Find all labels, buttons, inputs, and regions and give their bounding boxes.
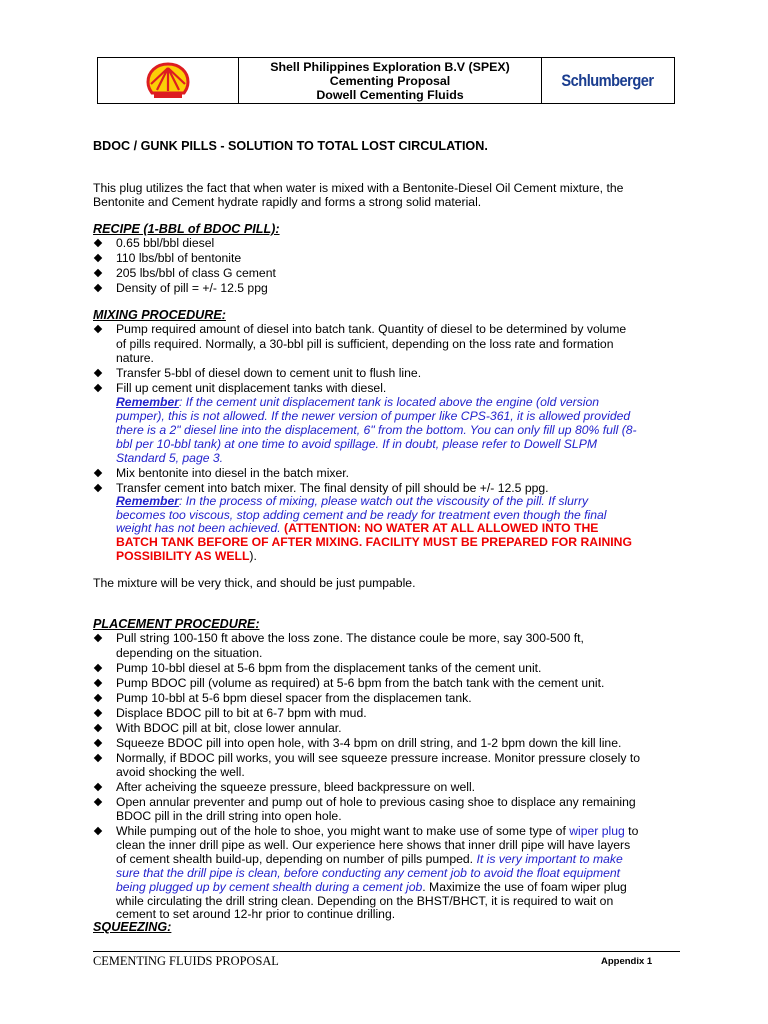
recipe-item: 205 lbs/bbl of class G cement	[116, 266, 276, 280]
document-title: BDOC / GUNK PILLS - SOLUTION TO TOTAL LOST CIRCULATION.	[93, 139, 488, 153]
mixing-heading: MIXING PROCEDURE:	[93, 308, 226, 322]
recipe-heading: RECIPE (1-BBL of BDOC PILL):	[93, 222, 280, 236]
remember-note-1-line-3: there is a 2" diesel line into the displacement, 6" from the bottom. You can only fill up 80% full (8-	[116, 423, 637, 437]
mixture-note: The mixture will be very thick, and should be just pumpable.	[93, 576, 416, 590]
placement-item-11-line-7: cement to set around 12-hr prior to continue drilling.	[116, 907, 396, 921]
placement-item-2: Pump 10-bbl diesel at 5-6 bpm from the displacement tanks of the cement unit.	[116, 661, 542, 675]
bullet-diamond-icon	[94, 724, 102, 732]
logo-cell	[98, 58, 239, 103]
mixing-item-1-line-3: nature.	[116, 351, 154, 365]
schlumberger-logo: Schlumberger	[561, 71, 654, 90]
placement-item-1-line-2: depending on the situation.	[116, 646, 263, 660]
bullet-diamond-icon	[94, 709, 102, 717]
bullet-diamond-icon	[94, 325, 102, 333]
mixing-item-4: Mix bentonite into diesel in the batch mixer.	[116, 466, 350, 480]
placement-item-11-line-3: of cement shealth build-up, depending on number of pills pumped. It is very important to make	[116, 852, 623, 866]
recipe-item: Density of pill = +/- 12.5 ppg	[116, 281, 268, 295]
remember-note-1-line-2: pumper), this is not allowed. If the newer version of pumper like CPS-361, it is allowed provided	[116, 409, 631, 423]
bullet-diamond-icon	[94, 469, 102, 477]
placement-item-11-line-5: being plugged up by cement shealth during a cement job. Maximize the use of foam wiper plug	[116, 880, 627, 894]
remember-note-1-line-5: Standard 5, page 3.	[116, 451, 224, 465]
remember-note-2-line-3: weight has not been achieved. (ATTENTION: NO WATER AT ALL ALLOWED INTO THE	[116, 521, 599, 535]
placement-item-9: After acheiving the squeeze pressure, bleed backpressure on well.	[116, 780, 476, 794]
bullet-diamond-icon	[94, 634, 102, 642]
footer-divider	[93, 951, 680, 952]
placement-item-11-line-6: while circulating the drill string clean. Depending on the BHST/BHCT, it is required to wait on	[116, 894, 614, 908]
mixing-item-5: Transfer cement into batch mixer. The final density of pill should be +/- 12.5 ppg.	[116, 481, 549, 495]
mixing-item-1-line-1: Pump required amount of diesel into batch tank. Quantity of diesel to be determined by volume	[116, 322, 627, 336]
bullet-diamond-icon	[94, 754, 102, 762]
bullet-diamond-icon	[94, 694, 102, 702]
remember-note-2-line-1: Remember: In the process of mixing, please watch out the viscousity of the pill. If slurry	[116, 494, 589, 508]
placement-item-8-line-1: Normally, if BDOC pill works, you will see squeeze pressure increase. Monitor pressure closely to	[116, 751, 641, 765]
bullet-diamond-icon	[94, 827, 102, 835]
placement-item-11-line-4: sure that the drill pipe is clean, before conducting any cement job to avoid the float equipment	[116, 866, 621, 880]
placement-item-6: With BDOC pill at bit, close lower annular.	[116, 721, 342, 735]
placement-item-3: Pump BDOC pill (volume as required) at 5-6 bpm from the batch tank with the cement unit.	[116, 676, 605, 690]
mixing-item-3: Fill up cement unit displacement tanks with diesel.	[116, 381, 387, 395]
remember-label: Remember	[116, 395, 179, 409]
squeezing-heading: SQUEEZING:	[93, 920, 172, 934]
placement-item-1-line-1: Pull string 100-150 ft above the loss zone. The distance coule be more, say 300-500 ft,	[116, 631, 584, 645]
wiper-plug-link[interactable]: wiper plug	[569, 824, 625, 838]
placement-item-7: Squeeze BDOC pill into open hole, with 3-4 bpm on drill string, and 1-2 bpm down the kill line.	[116, 736, 622, 750]
document-header	[97, 57, 675, 104]
bullet-diamond-icon	[94, 783, 102, 791]
placement-item-11-line-1: While pumping out of the hole to shoe, you might want to make use of some type of wiper plug to	[116, 824, 639, 838]
bullet-diamond-icon	[94, 484, 102, 492]
placement-item-11-line-2: clean the inner drill pipe as well. Our experience here shows that inner drill pipe will have layers	[116, 838, 631, 852]
header-title-line-3: Dowell Cementing Fluids	[316, 88, 464, 102]
mixing-item-2: Transfer 5-bbl of diesel down to cement unit to flush line.	[116, 366, 422, 380]
attention-warning-line-3: POSSIBILITY AS WELL).	[116, 549, 257, 563]
bullet-diamond-icon	[94, 269, 102, 277]
header-title	[239, 58, 542, 103]
remember-note-1-line-1: Remember: If the cement unit displacement tank is located above the engine (old version	[116, 395, 600, 409]
header-title-line-2: Cementing Proposal	[329, 74, 451, 88]
placement-heading: PLACEMENT PROCEDURE:	[93, 617, 260, 631]
remember-label: Remember	[116, 494, 179, 508]
recipe-item: 0.65 bbl/bbl diesel	[116, 236, 215, 250]
remember-note-1-line-4: bbl per 10-bbl tank) at one time to avoid spillage. If in doubt, please refer to Dowell SLPM	[116, 437, 597, 451]
placement-item-10-line-2: BDOC pill in the drill string into open hole.	[116, 809, 342, 823]
attention-warning-line-2: BATCH TANK BEFORE OF AFTER MIXING. FACILITY MUST BE PREPARED FOR RAINING	[116, 535, 632, 549]
placement-item-4: Pump 10-bbl at 5-6 bpm diesel spacer from the displacemen tank.	[116, 691, 472, 705]
brand-cell	[542, 58, 673, 103]
bullet-diamond-icon	[94, 664, 102, 672]
remember-note-2-line-2: becomes too viscous, stop adding cement and be ready for treatment even though the final	[116, 508, 607, 522]
attention-warning: (ATTENTION: NO WATER AT ALL ALLOWED INTO THE	[284, 521, 599, 535]
intro-line-1: This plug utilizes the fact that when water is mixed with a Bentonite-Diesel Oil Cement mixture, the	[93, 181, 624, 195]
bullet-diamond-icon	[94, 254, 102, 262]
intro-line-2: Bentonite and Cement hydrate rapidly and forms a strong solid material.	[93, 195, 482, 209]
placement-item-10-line-1: Open annular preventer and pump out of hole to previous casing shoe to displace any remaining	[116, 795, 636, 809]
placement-item-8-line-2: avoid shocking the well.	[116, 765, 245, 779]
footer-title: CEMENTING FLUIDS PROPOSAL	[93, 954, 279, 968]
bullet-diamond-icon	[94, 798, 102, 806]
header-title-line-1: Shell Philippines Exploration B.V (SPEX)	[270, 60, 510, 74]
footer-appendix: Appendix 1	[601, 956, 653, 967]
bullet-diamond-icon	[94, 369, 102, 377]
shell-logo-icon	[145, 62, 191, 100]
bullet-diamond-icon	[94, 739, 102, 747]
bullet-diamond-icon	[94, 679, 102, 687]
placement-item-5: Displace BDOC pill to bit at 6-7 bpm with mud.	[116, 706, 367, 720]
bullet-diamond-icon	[94, 284, 102, 292]
mixing-item-1-line-2: of pills required. Normally, a 30-bbl pill is sufficient, depending on the loss rate and formation	[116, 337, 614, 351]
recipe-item: 110 lbs/bbl of bentonite	[116, 251, 242, 265]
bullet-diamond-icon	[94, 384, 102, 392]
bullet-diamond-icon	[94, 239, 102, 247]
